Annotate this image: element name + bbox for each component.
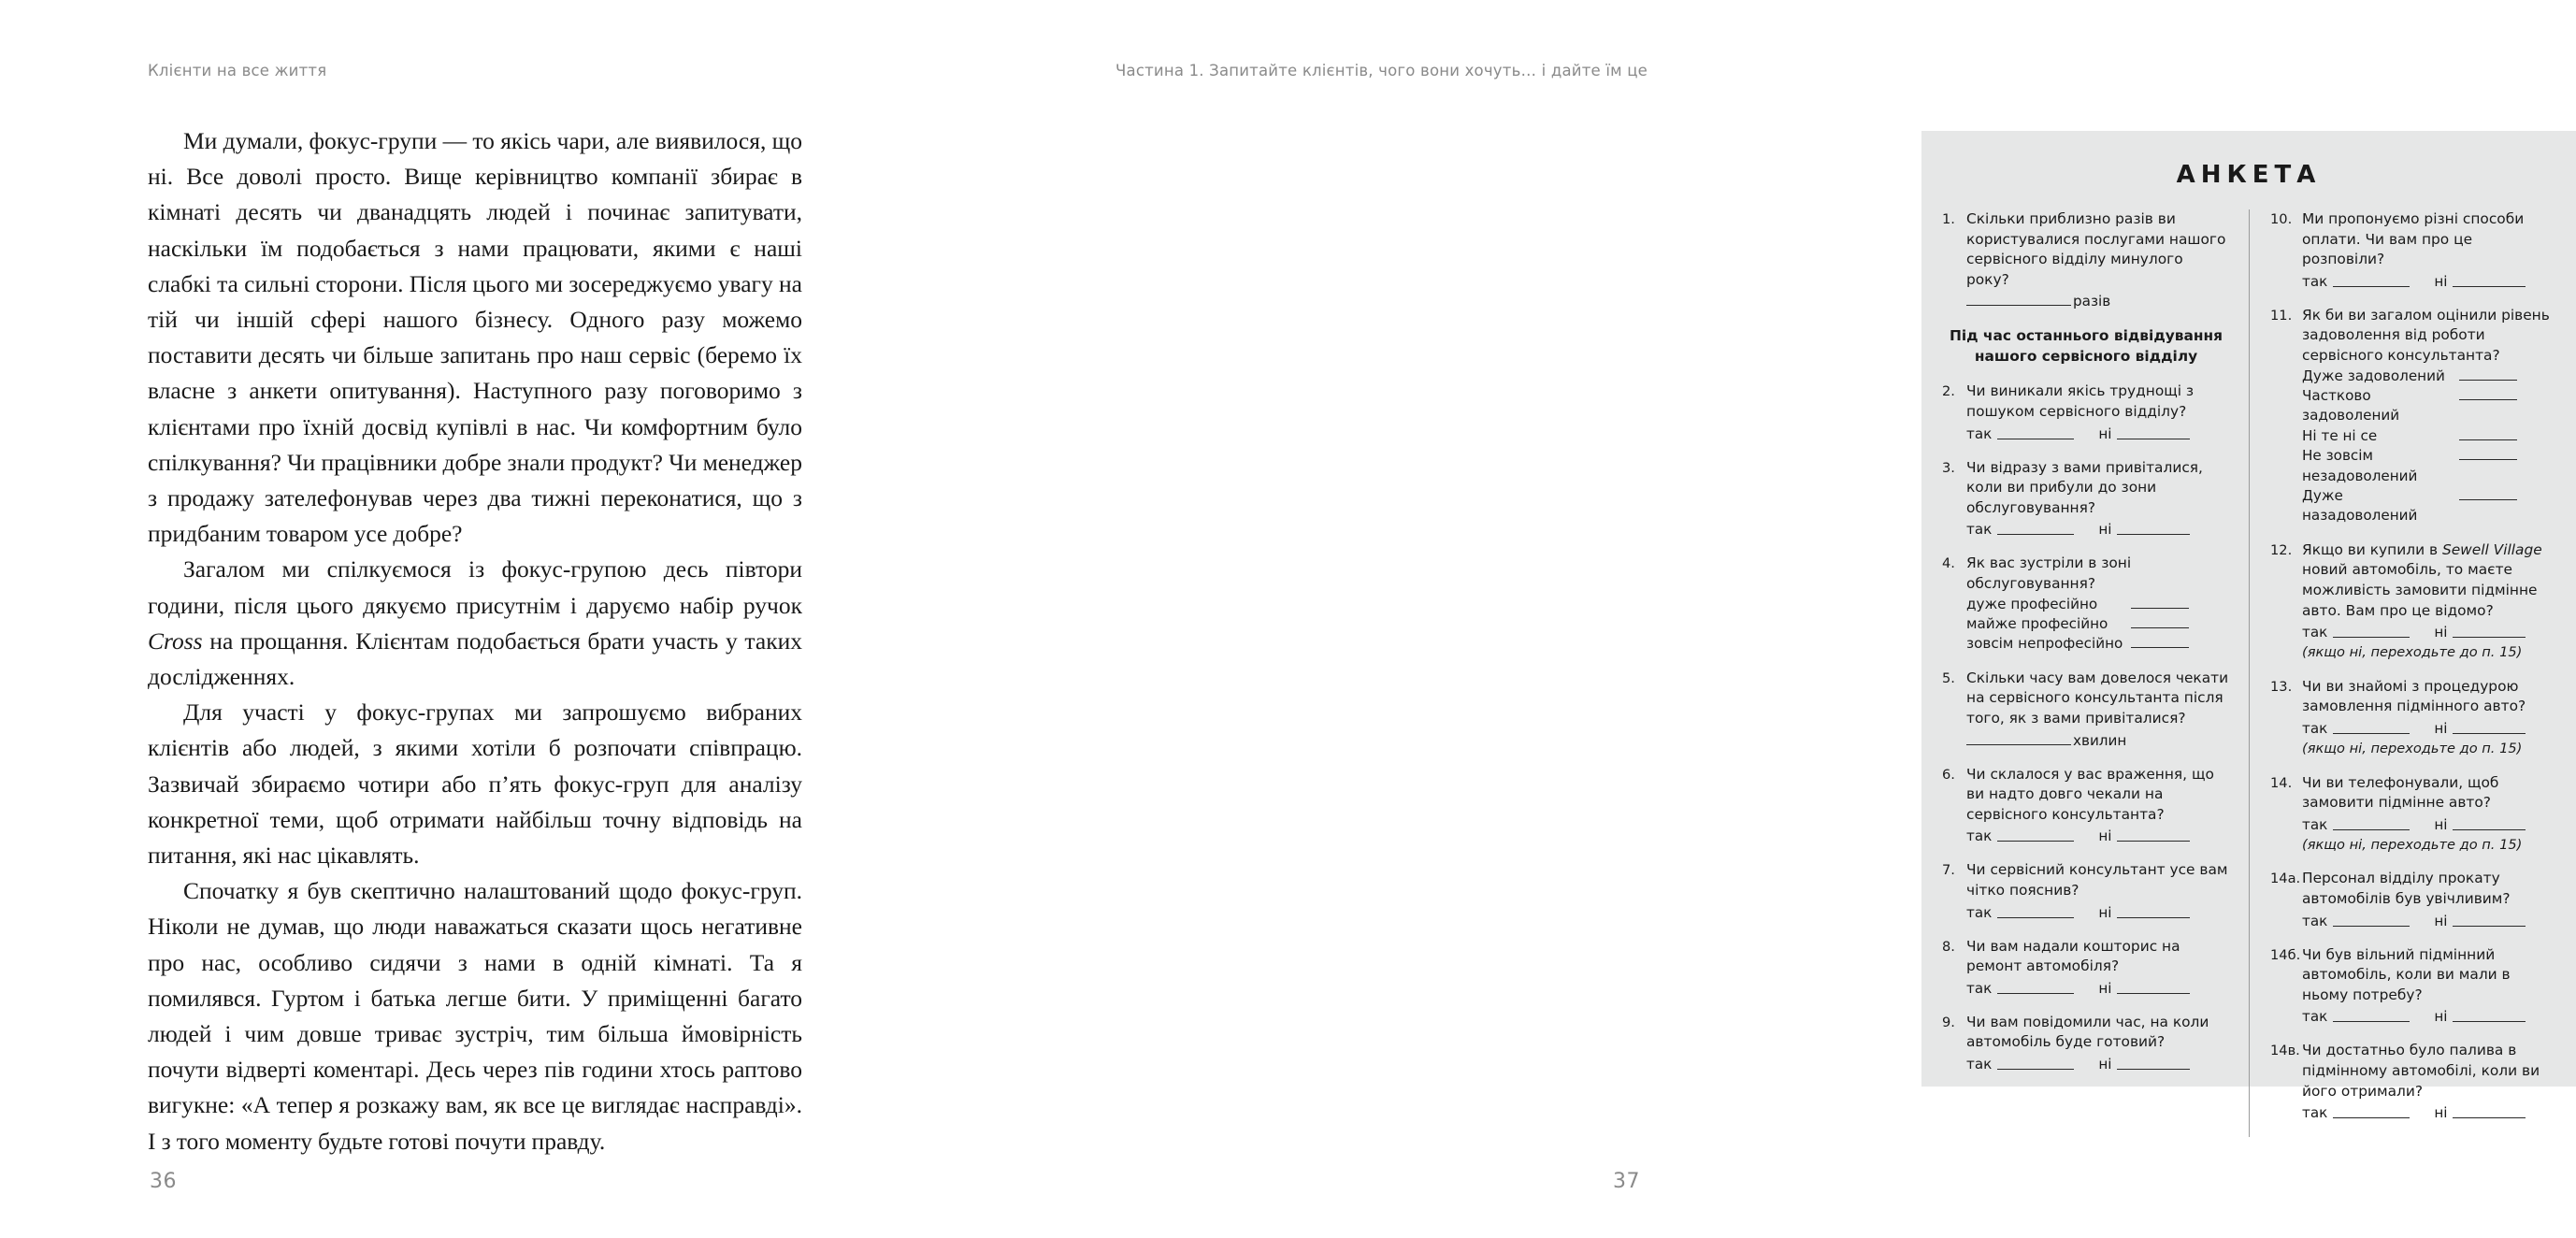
- page-number-left: 36: [150, 1170, 177, 1193]
- question-item: [1942, 937, 2230, 999]
- question-item: [1942, 381, 2230, 443]
- questionnaire-subheading: Під час останнього відвідування нашого сервісного відділу: [1949, 327, 2223, 366]
- question-number: 14.: [2270, 774, 2293, 791]
- no-label: ні: [2098, 425, 2112, 442]
- question-text: Чи ви телефонували, щоб замовити підмінне авто?: [2302, 773, 2499, 812]
- question-text: Чи відразу з вами привіталися, коли ви прибули до зони обслуговування?: [1966, 458, 2203, 516]
- question-number: 12.: [2270, 541, 2293, 558]
- question-number: 14б.: [2270, 946, 2301, 963]
- yes-no-row: [1966, 425, 2230, 444]
- yes-label: так: [2302, 719, 2328, 737]
- question-item: [1942, 1013, 2230, 1074]
- yes-no-row: [1966, 979, 2230, 999]
- question-number: 5.: [1942, 669, 1955, 686]
- page-left: [0, 0, 898, 1238]
- option-label: Частково задоволений: [2302, 386, 2400, 425]
- questionnaire-column-right: [2249, 209, 2555, 1137]
- yes-label: так: [1966, 1055, 1993, 1072]
- yes-no-row: [1966, 827, 2230, 846]
- question-item: [2270, 945, 2555, 1028]
- answer-blank[interactable]: [1966, 292, 2071, 306]
- no-label: ні: [2098, 828, 2112, 845]
- questionnaire-title: АНКЕТА: [2176, 161, 2322, 189]
- yes-label: так: [2302, 1104, 2328, 1122]
- question-item: [2270, 209, 2555, 292]
- question-number: 6.: [1942, 766, 1955, 783]
- question-number: 14а.: [2270, 871, 2301, 887]
- question-text: Чи склалося у вас враження, що ви надто довго чекали на сервісного консультанта?: [1966, 765, 2214, 823]
- questionnaire-panel: [1921, 131, 2576, 1122]
- yes-no-row: [2302, 912, 2555, 931]
- yes-blank[interactable]: [1997, 979, 2074, 994]
- answer-unit: хвилин: [2073, 731, 2127, 749]
- yes-blank[interactable]: [1997, 903, 2074, 918]
- question-number: 9.: [1942, 1014, 1955, 1030]
- option-label: майже професійно: [1966, 614, 2108, 632]
- no-label: ні: [2434, 624, 2448, 641]
- yes-label: так: [2302, 815, 2328, 833]
- question-item: [1942, 209, 2230, 311]
- question-item: [2270, 869, 2555, 930]
- yes-label: так: [2302, 272, 2328, 290]
- no-label: ні: [2098, 903, 2112, 921]
- paragraph-2-text: Загалом ми спілкуємося із фокус-групою десь півтори години, після цього дякуємо присутнім і даруємо набір ручок Cross на прощання. Клієнтам подобається брати участь у таких дослідженнях.: [148, 555, 802, 691]
- question-number: 10.: [2270, 211, 2293, 227]
- option-blank[interactable]: [2459, 446, 2517, 460]
- no-label: ні: [2434, 1104, 2448, 1122]
- yes-no-row: [2302, 1103, 2555, 1123]
- no-label: ні: [2434, 1008, 2448, 1026]
- question-text: Чи ви знайомі з процедурою замовлення підмінного авто?: [2302, 677, 2526, 715]
- option-row: [2302, 426, 2555, 446]
- question-text: Чи вам надали кошторис на ремонт автомобіля?: [1966, 937, 2180, 975]
- yes-label: так: [2302, 1008, 2328, 1026]
- question-item: [2270, 306, 2555, 526]
- question-item: [2270, 540, 2555, 663]
- paragraph-4: Спочатку я був скептично налаштований щодо фокус-груп. Ніколи не думав, що люди наважаться сказати щось негативне про нас, особливо сидячи з нами в одній кімнаті. Та я помилявся. Гуртом і батька легше бити. У приміщенні багато людей і чим довше триває зустріч, тим більша ймовірність почути відверті коментарі. Десь через пів години хтось раптово вигукне: «А тепер я розкажу вам, як все це виглядає насправді». І з того моменту будьте готові почути правду.: [148, 877, 802, 1155]
- no-blank[interactable]: [2453, 912, 2526, 927]
- question-number: 13.: [2270, 678, 2293, 695]
- answer-unit: разів: [2073, 293, 2111, 310]
- question-item: [2270, 1041, 2555, 1123]
- question-text: Персонал відділу прокату автомобілів був увічливим?: [2302, 870, 2511, 907]
- option-row: [2302, 367, 2555, 386]
- no-label: ні: [2434, 815, 2448, 833]
- question-number: 4.: [1942, 555, 1955, 572]
- option-blank[interactable]: [2131, 634, 2189, 648]
- question-text-part1: Якщо ви купили в: [2302, 540, 2442, 558]
- question-text: Чи достатньо було палива в підмінному автомобілі, коли ви його отримали?: [2302, 1042, 2540, 1100]
- question-text: Чи сервісний консультант усе вам чітко пояснив?: [1966, 861, 2228, 899]
- running-head-right: Частина 1. Запитайте клієнтів, чого вони хочуть… і дайте їм це: [1115, 62, 1648, 79]
- yes-blank[interactable]: [1997, 425, 2074, 439]
- questionnaire-columns: [1942, 209, 2555, 1137]
- option-label: Дуже назадоволений: [2302, 487, 2418, 525]
- no-blank[interactable]: [2117, 827, 2190, 842]
- option-blank[interactable]: [2459, 486, 2517, 500]
- no-blank[interactable]: [2117, 903, 2190, 918]
- question-text: Як би ви загалом оцінили рівень задоволення від роботи сервісного консультанта?: [2302, 306, 2550, 364]
- question-number: 1.: [1942, 211, 1955, 227]
- yes-no-row: [1966, 903, 2230, 923]
- yes-no-row: [2302, 1007, 2555, 1027]
- question-number: 14в.: [2270, 1043, 2300, 1059]
- question-item: [2270, 677, 2555, 759]
- yes-blank[interactable]: [2333, 1007, 2410, 1022]
- option-row: [1966, 634, 2230, 654]
- option-label: Не зовсім незадоволений: [2302, 447, 2418, 484]
- yes-no-row: [2302, 719, 2555, 739]
- yes-blank[interactable]: [2333, 815, 2410, 830]
- question-text-part2: новий автомобіль, то маєте можливість замовити підмінне авто. Вам про це відомо?: [2302, 561, 2538, 619]
- no-blank[interactable]: [2453, 719, 2526, 734]
- no-label: ні: [2098, 979, 2112, 997]
- option-row: [2302, 486, 2555, 526]
- no-blank[interactable]: [2117, 425, 2190, 439]
- question-item: [2270, 773, 2555, 856]
- question-item: [1942, 458, 2230, 540]
- option-row: [2302, 386, 2555, 426]
- yes-no-row: [1966, 520, 2230, 540]
- question-text: Як вас зустріли в зоні обслуговування?: [1966, 554, 2132, 592]
- paragraph-1: Ми думали, фокус-групи — то якісь чари, але виявилося, що ні. Все доволі просто. Вище керівництво компанії збирає в кімнаті десять чи дванадцять людей і починає запитувати, наскільки їм подобається з нами працювати, якими є наші слабкі та сильні сторони. Після цього ми зосереджуємо увагу на тій чи іншій сфері нашого бізнесу. Одного разу можемо поставити десять чи більше запитань про наш сервіс (беремо їх власне з анкети опитування). Наступного разу поговоримо з клієнтами про їхній досвід купівлі в нас. Чи комфортним було спілкування? Чи працівники добре знали продукт? Чи менеджер з продажу зателефонував через два тижні переконатися, що з придбаним товаром усе добре?: [148, 127, 802, 548]
- question-number: 2.: [1942, 383, 1955, 400]
- brand-name: Cross: [148, 626, 203, 655]
- option-row: [1966, 595, 2230, 614]
- no-blank[interactable]: [2453, 623, 2526, 638]
- question-text: Скільки часу вам довелося чекати на сервісного консультанта після того, як з вами привіталися?: [1966, 669, 2229, 727]
- yes-blank[interactable]: [2333, 623, 2410, 638]
- question-number: 8.: [1942, 938, 1955, 955]
- yes-label: так: [1966, 903, 1993, 921]
- option-blank[interactable]: [2459, 386, 2517, 400]
- option-row: [2302, 446, 2555, 486]
- yes-label: так: [1966, 521, 1993, 539]
- yes-label: так: [1966, 828, 1993, 845]
- fill-in-line: [1966, 731, 2230, 751]
- answer-blank[interactable]: [1966, 731, 2071, 745]
- yes-blank[interactable]: [1997, 520, 2074, 535]
- skip-instruction: (якщо ні, переходьте до п. 15): [2302, 740, 2523, 756]
- option-label: Дуже задоволений: [2302, 367, 2445, 384]
- yes-blank[interactable]: [2333, 912, 2410, 927]
- body-text-left: [148, 123, 802, 1159]
- no-blank[interactable]: [2117, 979, 2190, 994]
- no-blank[interactable]: [2117, 1055, 2190, 1070]
- question-item: [1942, 860, 2230, 922]
- option-row: [1966, 614, 2230, 634]
- option-blank[interactable]: [2459, 426, 2517, 440]
- page-number-right: 37: [1613, 1170, 1640, 1193]
- yes-blank[interactable]: [1997, 1055, 2074, 1070]
- yes-label: так: [2302, 624, 2328, 641]
- question-text: Чи був вільний підмінний автомобіль, коли ви мали в ньому потребу?: [2302, 945, 2511, 1003]
- question-number: 7.: [1942, 862, 1955, 879]
- no-label: ні: [2434, 912, 2448, 929]
- option-blank[interactable]: [2459, 367, 2517, 381]
- yes-no-row: [1966, 1055, 2230, 1074]
- question-text: Ми пропонуємо різні способи оплати. Чи вам про це розповіли?: [2302, 210, 2525, 268]
- skip-instruction: (якщо ні, переходьте до п. 15): [2302, 644, 2523, 661]
- skip-instruction: (якщо ні, переходьте до п. 15): [2302, 836, 2523, 853]
- option-label: Ні те ні се: [2302, 426, 2378, 444]
- question-text: Скільки приблизно разів ви користувалися послугами нашого сервісного відділу минулого року?: [1966, 210, 2226, 288]
- no-blank[interactable]: [2453, 1103, 2526, 1118]
- option-label: дуже професійно: [1966, 595, 2098, 612]
- paragraph-3: Для участі у фокус-групах ми запрошуємо вибраних клієнтів або людей, з якими хотіли б розпочати співпрацю. Зазвичай збираємо чотири або п’ять фокус-груп для аналізу конкретної теми, щоб отримати найбільш точну відповідь на питання, які нас цікавлять.: [148, 698, 802, 870]
- question-number: 11.: [2270, 307, 2293, 324]
- question-text: Чи вам повідомили час, на коли автомобіль буде готовий?: [1966, 1013, 2209, 1051]
- questionnaire-column-left: [1942, 209, 2249, 1137]
- running-head-left: Клієнти на все життя: [148, 62, 327, 79]
- question-item: [1942, 669, 2230, 751]
- page-right: [898, 0, 2550, 1238]
- yes-label: так: [1966, 979, 1993, 997]
- question-item: [1942, 554, 2230, 654]
- option-blank[interactable]: [2131, 595, 2189, 609]
- paragraph-2: [148, 552, 802, 695]
- yes-label: так: [1966, 425, 1993, 442]
- yes-blank[interactable]: [2333, 272, 2410, 287]
- yes-blank[interactable]: [2333, 1103, 2410, 1118]
- option-blank[interactable]: [2131, 614, 2189, 628]
- yes-blank[interactable]: [1997, 827, 2074, 842]
- question-number: 3.: [1942, 459, 1955, 476]
- no-blank[interactable]: [2117, 520, 2190, 535]
- option-label: зовсім непрофесійно: [1966, 635, 2123, 653]
- question-text: [2302, 540, 2555, 621]
- no-label: ні: [2434, 272, 2448, 290]
- no-label: ні: [2098, 1055, 2112, 1072]
- no-blank[interactable]: [2453, 272, 2526, 287]
- no-label: ні: [2434, 719, 2448, 737]
- no-blank[interactable]: [2453, 815, 2526, 830]
- yes-no-row: [2302, 623, 2555, 642]
- yes-blank[interactable]: [2333, 719, 2410, 734]
- no-blank[interactable]: [2453, 1007, 2526, 1022]
- fill-in-line: [1966, 292, 2230, 311]
- question-text: Чи виникали якісь труднощі з пошуком сервісного відділу?: [1966, 382, 2195, 420]
- yes-label: так: [2302, 912, 2328, 929]
- yes-no-row: [2302, 815, 2555, 835]
- brand-name: Sewell Village: [2441, 540, 2542, 558]
- question-item: [1942, 765, 2230, 847]
- no-label: ні: [2098, 521, 2112, 539]
- yes-no-row: [2302, 272, 2555, 292]
